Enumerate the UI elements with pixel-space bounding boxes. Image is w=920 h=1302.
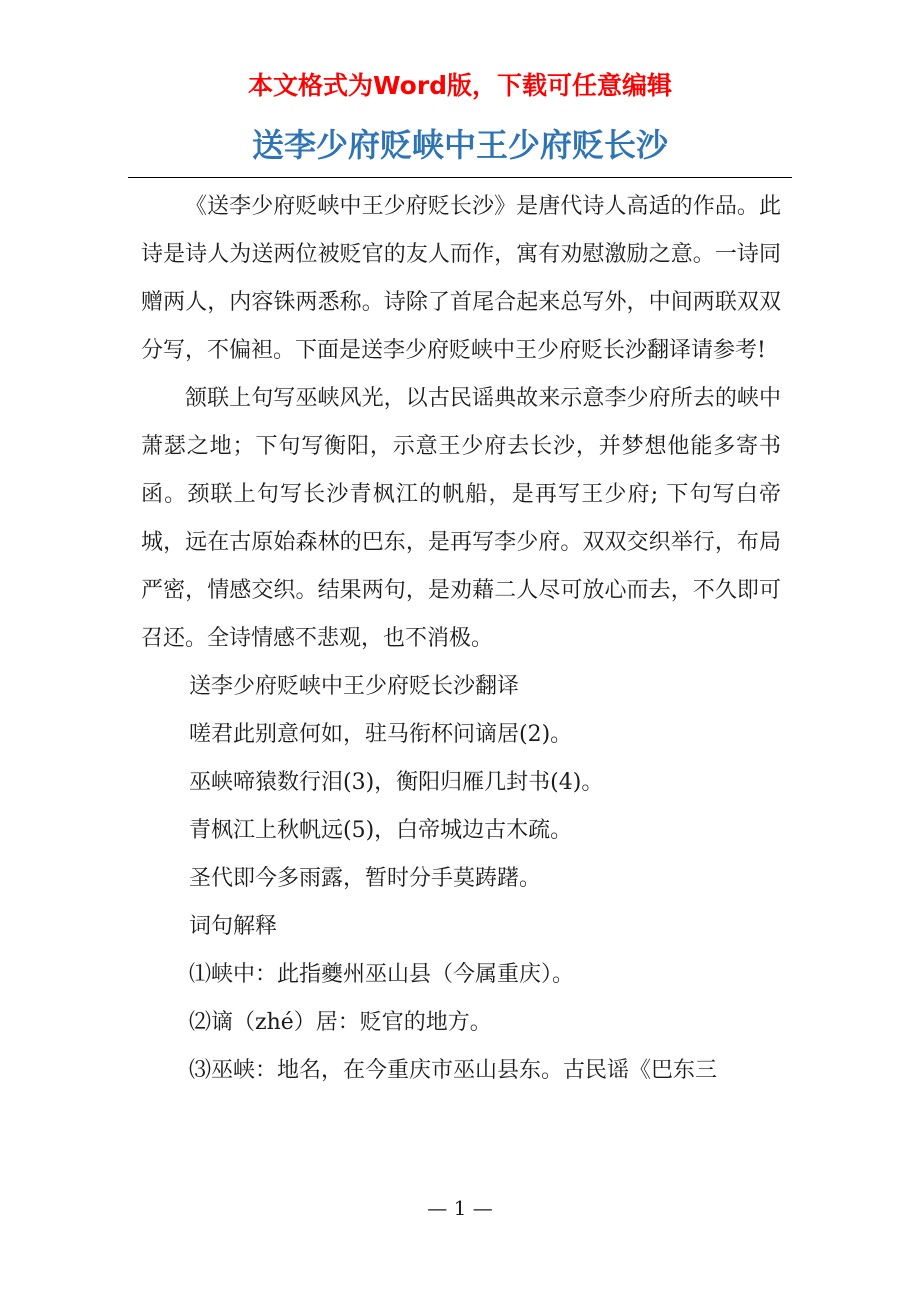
translation-heading: 送李少府贬峡中王少府贬长沙翻译	[189, 674, 520, 699]
poem-line: 圣代即今多雨露，暂时分手莫踌躇。	[189, 866, 542, 891]
analysis-paragraph: 颔联上句写巫峡风光，以古民谣典故来示意李少府所去的峡中萧瑟之地；下句写衡阳，示意王少府去长沙，并梦想他能多寄书函。颈联上句写长沙青枫江的帆船，是再写王少府; 下句写白帝城，远在古原始森林的巴东，是再写李少府。双双交织举行，布局严密，情感交织。结果两句，是劝藉二人尽可放心而去，不久即可召还。全诗情感不悲观，也不消极。	[141, 386, 781, 651]
poem-line: 巫峡啼猿数行泪(3)，衡阳归雁几封书(4)。	[189, 770, 604, 795]
title-divider	[128, 177, 792, 178]
glossary-heading: 词句解释	[189, 914, 278, 939]
poem-line: 青枫江上秋帆远(5)，白帝城边古木疏。	[189, 818, 573, 843]
glossary-item: ⑵谪（zhé）居：贬官的地方。	[189, 1010, 492, 1035]
glossary-item: ⑶巫峡：地名，在今重庆市巫山县东。古民谣《巴东三	[189, 1058, 718, 1083]
page-title: 送李少府贬峡中王少府贬长沙	[251, 126, 668, 164]
format-notice: 本文格式为Word版，下载可任意编辑	[247, 71, 673, 100]
glossary-item: ⑴峡中：此指夔州巫山县（今属重庆）。	[189, 962, 575, 987]
intro-paragraph: 《送李少府贬峡中王少府贬长沙》是唐代诗人高适的作品。此诗是诗人为送两位被贬官的友人而作，寓有劝慰激励之意。一诗同赠两人，内容铢两悉称。诗除了首尾合起来总写外，中间两联双双分写，不偏袒。下面是送李少府贬峡中王少府贬长沙翻译请参考!	[141, 194, 781, 363]
poem-line: 嗟君此别意何如，驻马衔杯问谪居(2)。	[189, 722, 573, 747]
document-body	[141, 183, 781, 1095]
page-number: — 1 —	[427, 1196, 493, 1220]
